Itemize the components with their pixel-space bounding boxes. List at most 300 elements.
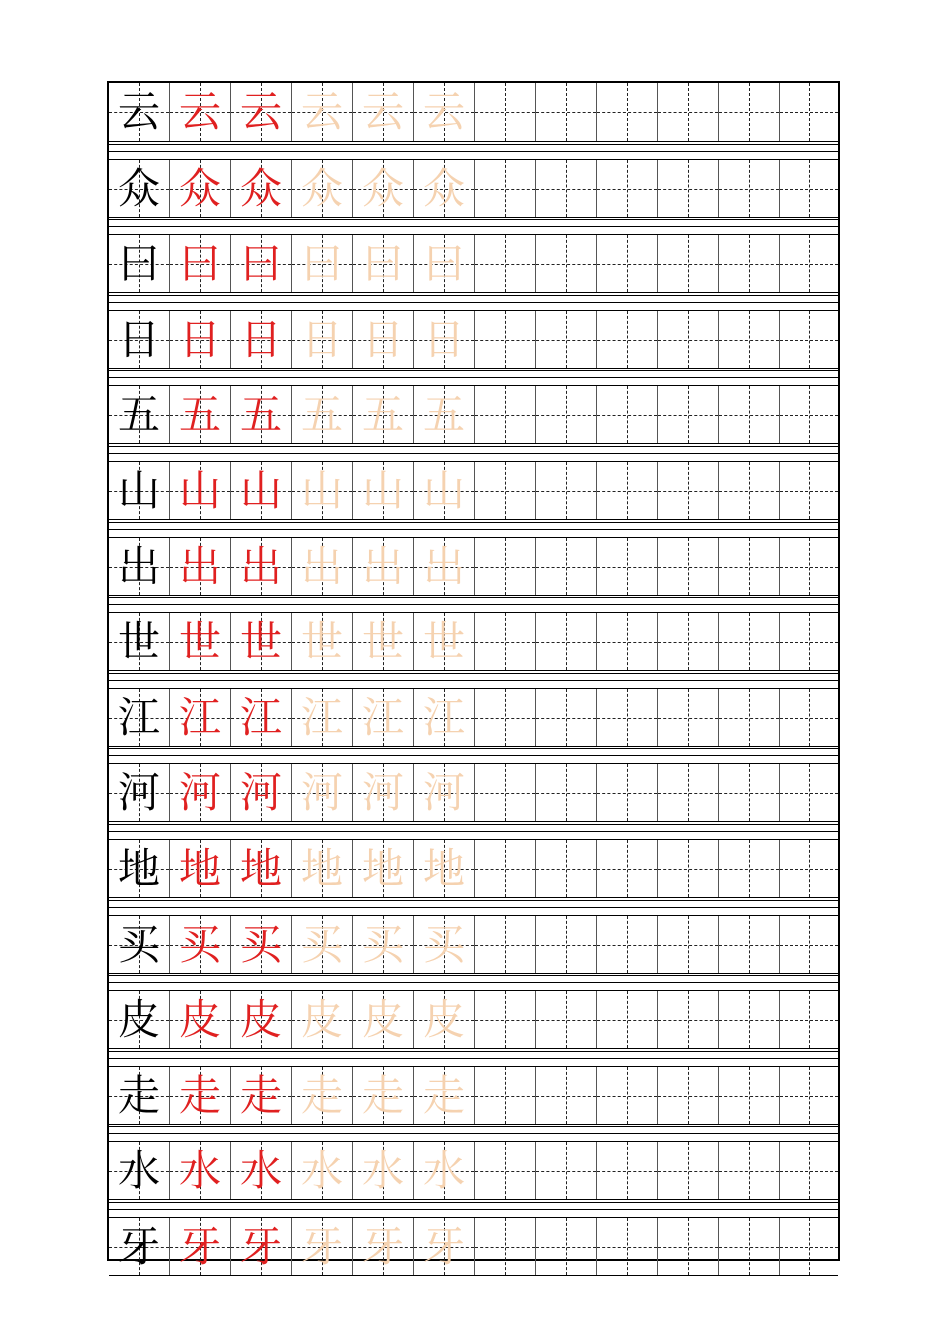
grid-cell[interactable] xyxy=(475,538,536,595)
grid-cell[interactable] xyxy=(414,83,475,141)
faded-character: 牙 xyxy=(361,1221,404,1271)
trace-character: 山 xyxy=(239,465,282,515)
grid-cell[interactable] xyxy=(414,462,475,519)
grid-cell[interactable] xyxy=(109,840,170,897)
grid-cell[interactable] xyxy=(353,83,414,141)
trace-character: 江 xyxy=(178,692,221,742)
grid-cell[interactable] xyxy=(658,462,719,519)
grid-cell[interactable] xyxy=(780,386,838,443)
grid-cell[interactable] xyxy=(719,1218,780,1275)
grid-cell[interactable] xyxy=(414,991,475,1048)
faded-character: 江 xyxy=(300,692,343,742)
trace-character: 牙 xyxy=(178,1221,221,1271)
grid-cell[interactable] xyxy=(353,613,414,670)
grid-cell[interactable] xyxy=(231,462,292,519)
faded-character: 出 xyxy=(361,541,404,591)
faded-character: 世 xyxy=(300,616,343,666)
faded-character: 五 xyxy=(361,389,404,439)
grid-cell[interactable] xyxy=(414,235,475,292)
trace-character: 皮 xyxy=(239,994,282,1044)
trace-character: 五 xyxy=(178,389,221,439)
grid-cell[interactable] xyxy=(536,916,597,973)
grid-cell[interactable] xyxy=(658,1067,719,1124)
grid-cell[interactable] xyxy=(414,689,475,746)
grid-cell[interactable] xyxy=(292,764,353,821)
grid-cell[interactable] xyxy=(658,311,719,368)
grid-cell[interactable] xyxy=(292,1067,353,1124)
grid-cell[interactable] xyxy=(109,1142,170,1199)
grid-cell[interactable] xyxy=(597,160,658,217)
grid-cell[interactable] xyxy=(658,916,719,973)
grid-cell[interactable] xyxy=(231,538,292,595)
trace-character: 曰 xyxy=(239,238,282,288)
practice-sheet xyxy=(107,81,840,1271)
trace-character: 山 xyxy=(178,465,221,515)
faded-character: 河 xyxy=(422,767,465,817)
grid-cell[interactable] xyxy=(353,689,414,746)
grid-cell[interactable] xyxy=(231,613,292,670)
model-character: 牙 xyxy=(117,1221,160,1271)
grid-cell[interactable] xyxy=(780,311,838,368)
grid-cell[interactable] xyxy=(170,613,231,670)
grid-cell[interactable] xyxy=(109,613,170,670)
trace-character: 世 xyxy=(178,616,221,666)
grid-cell[interactable] xyxy=(292,83,353,141)
trace-character: 牙 xyxy=(239,1221,282,1271)
practice-row xyxy=(109,990,838,1049)
grid-cell[interactable] xyxy=(231,991,292,1048)
grid-cell[interactable] xyxy=(536,689,597,746)
grid-cell[interactable] xyxy=(231,160,292,217)
grid-cell[interactable] xyxy=(414,916,475,973)
grid-cell[interactable] xyxy=(414,840,475,897)
grid-cell[interactable] xyxy=(170,83,231,141)
faded-character: 世 xyxy=(422,616,465,666)
grid-cell[interactable] xyxy=(658,83,719,141)
grid-cell[interactable] xyxy=(353,160,414,217)
grid-cell[interactable] xyxy=(536,1142,597,1199)
grid-cell[interactable] xyxy=(231,235,292,292)
grid-cell[interactable] xyxy=(780,1142,838,1199)
grid-cell[interactable] xyxy=(109,1067,170,1124)
trace-character: 世 xyxy=(239,616,282,666)
grid-cell[interactable] xyxy=(414,764,475,821)
grid-cell[interactable] xyxy=(292,538,353,595)
grid-cell[interactable] xyxy=(536,386,597,443)
practice-row xyxy=(109,385,838,444)
grid-cell[interactable] xyxy=(353,235,414,292)
model-character: 出 xyxy=(117,541,160,591)
grid-cell[interactable] xyxy=(414,160,475,217)
grid-cell[interactable] xyxy=(475,840,536,897)
grid-cell[interactable] xyxy=(475,991,536,1048)
grid-cell[interactable] xyxy=(597,462,658,519)
grid-cell[interactable] xyxy=(292,991,353,1048)
trace-character: 地 xyxy=(239,843,282,893)
grid-cell[interactable] xyxy=(231,1142,292,1199)
grid-cell[interactable] xyxy=(231,689,292,746)
grid-cell[interactable] xyxy=(719,538,780,595)
grid-cell[interactable] xyxy=(719,311,780,368)
grid-cell[interactable] xyxy=(109,235,170,292)
row-separator xyxy=(109,748,838,762)
grid-cell[interactable] xyxy=(292,386,353,443)
faded-character: 走 xyxy=(300,1070,343,1120)
grid-cell[interactable] xyxy=(475,689,536,746)
grid-cell[interactable] xyxy=(414,613,475,670)
faded-character: 山 xyxy=(422,465,465,515)
faded-character: 曰 xyxy=(422,238,465,288)
grid-cell[interactable] xyxy=(353,386,414,443)
faded-character: 云 xyxy=(300,87,343,136)
practice-row xyxy=(109,839,838,898)
grid-cell[interactable] xyxy=(170,386,231,443)
grid-cell[interactable] xyxy=(353,311,414,368)
grid-cell[interactable] xyxy=(719,764,780,821)
faded-character: 买 xyxy=(422,919,465,969)
trace-character: 日 xyxy=(178,314,221,364)
grid-cell[interactable] xyxy=(719,160,780,217)
practice-row xyxy=(109,1217,838,1276)
faded-character: 皮 xyxy=(361,994,404,1044)
grid-cell[interactable] xyxy=(170,538,231,595)
faded-character: 众 xyxy=(361,163,404,213)
model-character: 买 xyxy=(117,919,160,969)
trace-character: 日 xyxy=(239,314,282,364)
grid-cell[interactable] xyxy=(475,1142,536,1199)
grid-cell[interactable] xyxy=(231,1218,292,1275)
grid-cell[interactable] xyxy=(780,83,838,141)
grid-cell[interactable] xyxy=(658,840,719,897)
grid-cell[interactable] xyxy=(536,991,597,1048)
grid-cell[interactable] xyxy=(597,991,658,1048)
grid-cell[interactable] xyxy=(658,160,719,217)
grid-cell[interactable] xyxy=(658,764,719,821)
grid-cell[interactable] xyxy=(780,916,838,973)
grid-cell[interactable] xyxy=(170,462,231,519)
grid-cell[interactable] xyxy=(475,764,536,821)
grid-cell[interactable] xyxy=(292,1142,353,1199)
grid-cell[interactable] xyxy=(780,689,838,746)
practice-row xyxy=(109,1141,838,1200)
practice-row xyxy=(109,537,838,596)
grid-cell[interactable] xyxy=(292,613,353,670)
grid-cell[interactable] xyxy=(231,1067,292,1124)
grid-cell[interactable] xyxy=(231,840,292,897)
grid-cell[interactable] xyxy=(536,311,597,368)
faded-character: 日 xyxy=(300,314,343,364)
grid-cell[interactable] xyxy=(109,916,170,973)
row-separator xyxy=(109,900,838,914)
grid-cell[interactable] xyxy=(780,1218,838,1275)
row-separator xyxy=(109,370,838,384)
grid-cell[interactable] xyxy=(536,462,597,519)
faded-character: 出 xyxy=(300,541,343,591)
model-character: 云 xyxy=(117,87,160,136)
grid-cell[interactable] xyxy=(170,689,231,746)
grid-cell[interactable] xyxy=(719,462,780,519)
trace-character: 河 xyxy=(178,767,221,817)
grid-cell[interactable] xyxy=(109,83,170,141)
grid-cell[interactable] xyxy=(231,83,292,141)
trace-character: 水 xyxy=(178,1145,221,1195)
grid-cell[interactable] xyxy=(353,991,414,1048)
grid-cell[interactable] xyxy=(109,764,170,821)
grid-cell[interactable] xyxy=(353,1067,414,1124)
grid-cell[interactable] xyxy=(597,386,658,443)
grid-cell[interactable] xyxy=(170,764,231,821)
faded-character: 五 xyxy=(422,389,465,439)
grid-cell[interactable] xyxy=(719,83,780,141)
row-separator xyxy=(109,522,838,536)
faded-character: 山 xyxy=(361,465,404,515)
model-character: 日 xyxy=(117,314,160,364)
grid-cell[interactable] xyxy=(353,840,414,897)
faded-character: 江 xyxy=(422,692,465,742)
trace-character: 走 xyxy=(178,1070,221,1120)
grid-cell[interactable] xyxy=(292,916,353,973)
grid-cell[interactable] xyxy=(536,1067,597,1124)
grid-cell[interactable] xyxy=(597,1067,658,1124)
grid-cell[interactable] xyxy=(231,386,292,443)
trace-character: 买 xyxy=(178,919,221,969)
faded-character: 云 xyxy=(361,87,404,136)
grid-cell[interactable] xyxy=(170,311,231,368)
grid-cell[interactable] xyxy=(658,235,719,292)
row-separator xyxy=(109,144,838,158)
grid-cell[interactable] xyxy=(170,1142,231,1199)
grid-cell[interactable] xyxy=(414,311,475,368)
grid-cell[interactable] xyxy=(414,386,475,443)
grid-cell[interactable] xyxy=(414,1142,475,1199)
grid-cell[interactable] xyxy=(719,689,780,746)
faded-character: 江 xyxy=(361,692,404,742)
grid-cell[interactable] xyxy=(353,1142,414,1199)
grid-cell[interactable] xyxy=(170,991,231,1048)
grid-cell[interactable] xyxy=(780,1067,838,1124)
grid-cell[interactable] xyxy=(475,235,536,292)
grid-cell[interactable] xyxy=(109,311,170,368)
grid-cell[interactable] xyxy=(292,160,353,217)
trace-character: 地 xyxy=(178,843,221,893)
model-character: 世 xyxy=(117,616,160,666)
trace-character: 众 xyxy=(178,163,221,213)
grid-cell[interactable] xyxy=(292,840,353,897)
grid-cell[interactable] xyxy=(475,1067,536,1124)
faded-character: 皮 xyxy=(300,994,343,1044)
grid-cell[interactable] xyxy=(292,311,353,368)
model-character: 河 xyxy=(117,767,160,817)
grid-cell[interactable] xyxy=(536,613,597,670)
grid-cell[interactable] xyxy=(292,689,353,746)
grid-cell[interactable] xyxy=(414,1067,475,1124)
grid-cell[interactable] xyxy=(475,462,536,519)
grid-cell[interactable] xyxy=(109,462,170,519)
grid-cell[interactable] xyxy=(597,840,658,897)
row-separator xyxy=(109,673,838,687)
faded-character: 牙 xyxy=(422,1221,465,1271)
trace-character: 出 xyxy=(239,541,282,591)
grid-cell[interactable] xyxy=(109,689,170,746)
trace-character: 江 xyxy=(239,692,282,742)
grid-cell[interactable] xyxy=(536,764,597,821)
grid-cell[interactable] xyxy=(353,916,414,973)
faded-character: 日 xyxy=(422,314,465,364)
faded-character: 水 xyxy=(300,1145,343,1195)
grid-cell[interactable] xyxy=(536,538,597,595)
grid-cell[interactable] xyxy=(719,386,780,443)
grid-cell[interactable] xyxy=(109,160,170,217)
grid-cell[interactable] xyxy=(475,613,536,670)
grid-cell[interactable] xyxy=(292,235,353,292)
grid-cell[interactable] xyxy=(109,538,170,595)
trace-character: 皮 xyxy=(178,994,221,1044)
grid-cell[interactable] xyxy=(719,1142,780,1199)
trace-character: 五 xyxy=(239,389,282,439)
grid-cell[interactable] xyxy=(536,1218,597,1275)
grid-cell[interactable] xyxy=(780,613,838,670)
grid-cell[interactable] xyxy=(536,840,597,897)
faded-character: 出 xyxy=(422,541,465,591)
model-character: 五 xyxy=(117,389,160,439)
grid-cell[interactable] xyxy=(780,764,838,821)
grid-cell[interactable] xyxy=(780,840,838,897)
grid-cell[interactable] xyxy=(536,83,597,141)
trace-character: 云 xyxy=(239,87,282,136)
grid-cell[interactable] xyxy=(414,1218,475,1275)
grid-cell[interactable] xyxy=(170,235,231,292)
grid-cell[interactable] xyxy=(719,991,780,1048)
trace-character: 云 xyxy=(178,87,221,136)
grid-cell[interactable] xyxy=(170,916,231,973)
grid-cell[interactable] xyxy=(597,538,658,595)
grid-cell[interactable] xyxy=(658,538,719,595)
grid-cell[interactable] xyxy=(597,311,658,368)
grid-cell[interactable] xyxy=(597,613,658,670)
faded-character: 买 xyxy=(361,919,404,969)
practice-row xyxy=(109,83,838,142)
practice-row xyxy=(109,159,838,218)
faded-character: 走 xyxy=(361,1070,404,1120)
trace-character: 走 xyxy=(239,1070,282,1120)
grid-cell[interactable] xyxy=(353,538,414,595)
grid-cell[interactable] xyxy=(597,1142,658,1199)
grid-cell[interactable] xyxy=(231,916,292,973)
model-character: 水 xyxy=(117,1145,160,1195)
grid-cell[interactable] xyxy=(719,840,780,897)
faded-character: 牙 xyxy=(300,1221,343,1271)
grid-cell[interactable] xyxy=(658,689,719,746)
grid-cell[interactable] xyxy=(658,613,719,670)
grid-cell[interactable] xyxy=(475,160,536,217)
grid-cell[interactable] xyxy=(597,1218,658,1275)
trace-character: 河 xyxy=(239,767,282,817)
trace-character: 水 xyxy=(239,1145,282,1195)
grid-cell[interactable] xyxy=(780,235,838,292)
grid-cell[interactable] xyxy=(780,462,838,519)
model-character: 众 xyxy=(117,163,160,213)
grid-cell[interactable] xyxy=(658,991,719,1048)
grid-cell[interactable] xyxy=(353,764,414,821)
practice-row xyxy=(109,234,838,293)
grid-cell[interactable] xyxy=(475,1218,536,1275)
grid-cell[interactable] xyxy=(170,1067,231,1124)
grid-cell[interactable] xyxy=(109,386,170,443)
faded-character: 买 xyxy=(300,919,343,969)
faded-character: 河 xyxy=(361,767,404,817)
faded-character: 曰 xyxy=(361,238,404,288)
trace-character: 出 xyxy=(178,541,221,591)
faded-character: 水 xyxy=(422,1145,465,1195)
grid-cell[interactable] xyxy=(658,1218,719,1275)
grid-cell[interactable] xyxy=(597,689,658,746)
faded-character: 众 xyxy=(300,163,343,213)
grid-cell[interactable] xyxy=(231,764,292,821)
grid-cell[interactable] xyxy=(719,916,780,973)
practice-row xyxy=(109,612,838,671)
faded-character: 水 xyxy=(361,1145,404,1195)
grid-cell[interactable] xyxy=(597,916,658,973)
grid-cell[interactable] xyxy=(597,764,658,821)
faded-character: 地 xyxy=(422,843,465,893)
model-character: 走 xyxy=(117,1070,160,1120)
row-separator xyxy=(109,1051,838,1065)
faded-character: 走 xyxy=(422,1070,465,1120)
grid-cell[interactable] xyxy=(780,991,838,1048)
grid-cell[interactable] xyxy=(658,386,719,443)
faded-character: 地 xyxy=(361,843,404,893)
faded-character: 皮 xyxy=(422,994,465,1044)
grid-cell[interactable] xyxy=(719,1067,780,1124)
trace-character: 买 xyxy=(239,919,282,969)
grid-cell[interactable] xyxy=(475,311,536,368)
grid-cell[interactable] xyxy=(719,235,780,292)
row-separator xyxy=(109,1202,838,1216)
practice-row xyxy=(109,688,838,747)
grid-cell[interactable] xyxy=(719,613,780,670)
grid-cell[interactable] xyxy=(780,160,838,217)
grid-cell[interactable] xyxy=(170,160,231,217)
grid-cell[interactable] xyxy=(475,916,536,973)
grid-cell[interactable] xyxy=(353,1218,414,1275)
grid-cell[interactable] xyxy=(292,462,353,519)
faded-character: 河 xyxy=(300,767,343,817)
row-separator xyxy=(109,446,838,460)
grid-cell[interactable] xyxy=(170,840,231,897)
grid-cell[interactable] xyxy=(292,1218,353,1275)
grid-cell[interactable] xyxy=(597,83,658,141)
practice-row xyxy=(109,915,838,974)
grid-cell[interactable] xyxy=(414,538,475,595)
grid-cell[interactable] xyxy=(109,991,170,1048)
grid-cell[interactable] xyxy=(536,235,597,292)
grid-cell[interactable] xyxy=(109,1218,170,1275)
grid-cell[interactable] xyxy=(658,1142,719,1199)
grid-cell[interactable] xyxy=(536,160,597,217)
practice-row xyxy=(109,310,838,369)
practice-row xyxy=(109,1066,838,1125)
grid-cell[interactable] xyxy=(353,462,414,519)
grid-cell[interactable] xyxy=(475,83,536,141)
grid-cell[interactable] xyxy=(597,235,658,292)
grid-cell[interactable] xyxy=(231,311,292,368)
grid-cell[interactable] xyxy=(170,1218,231,1275)
grid-cell[interactable] xyxy=(475,386,536,443)
faded-character: 曰 xyxy=(300,238,343,288)
grid-cell[interactable] xyxy=(780,538,838,595)
row-separator xyxy=(109,1126,838,1140)
row-separator xyxy=(109,597,838,611)
